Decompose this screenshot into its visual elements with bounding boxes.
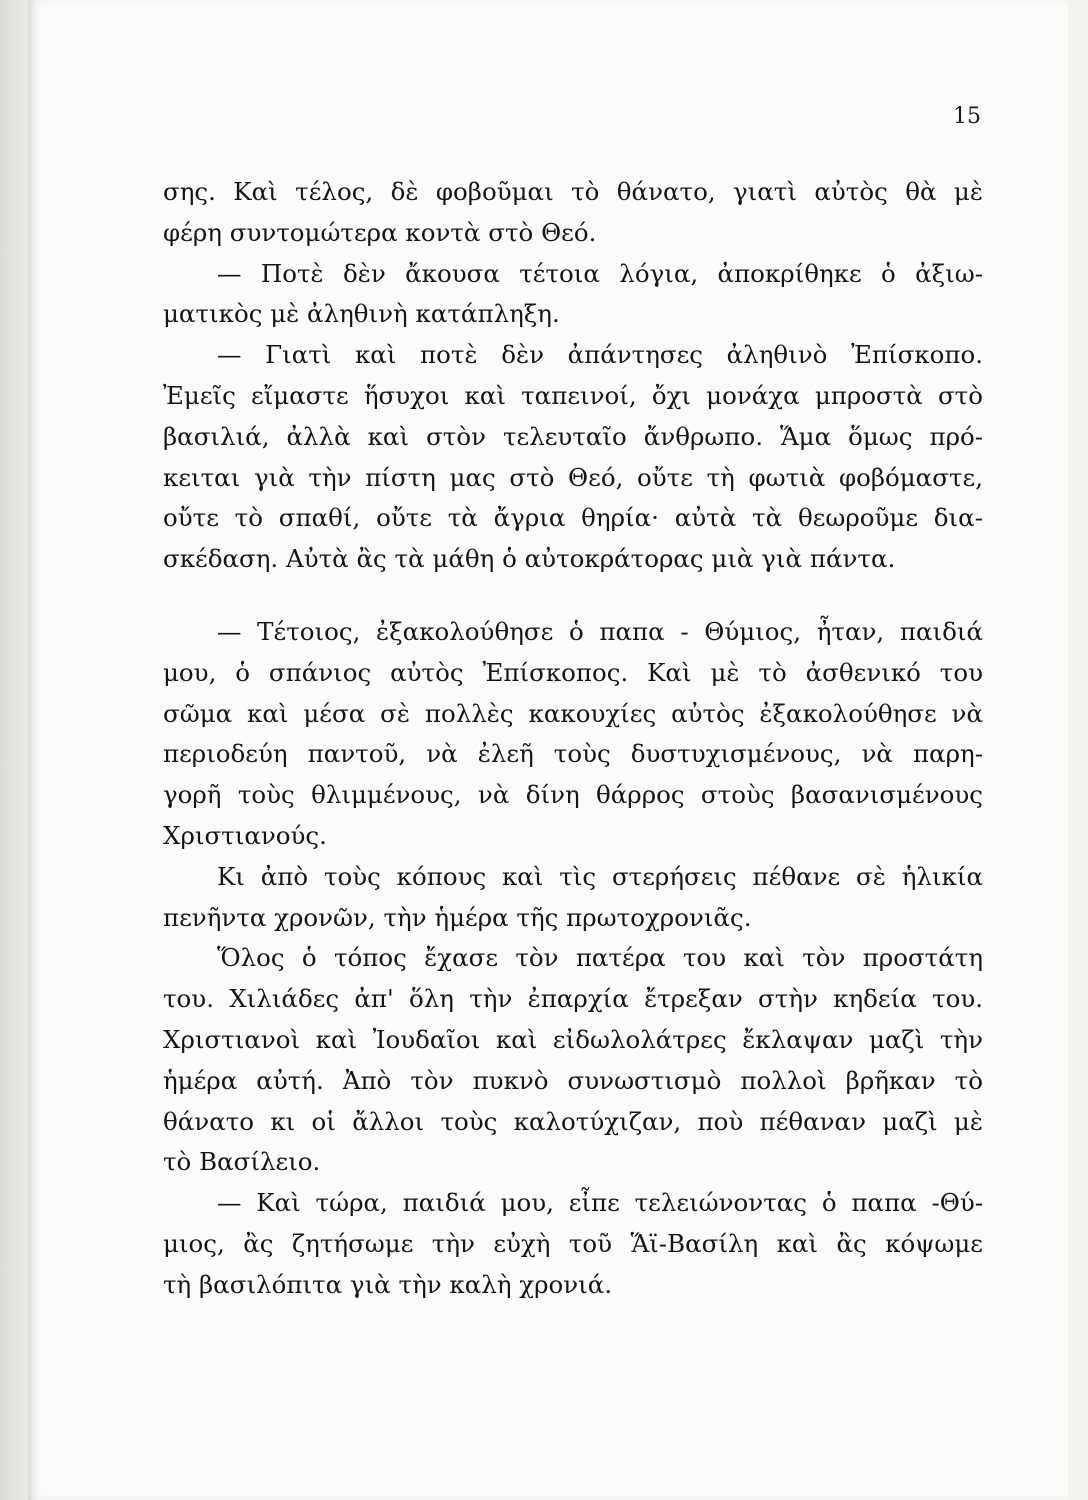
text-line: τὸ Βασίλειο. xyxy=(163,1147,321,1177)
text-line: — Καὶ τώρα, παιδιά μου, εἶπε τελειώνοντας ὁ παπα -Θύ- xyxy=(217,1188,983,1218)
book-page xyxy=(28,0,1068,1500)
scan-left-margin xyxy=(0,0,28,1500)
text-line: γορῆ τοὺς θλιμμένους, νὰ δίνη θάρρος στοὺς βασανισμένους xyxy=(163,780,983,810)
text-line: θάνατο κι οἱ ἄλλοι τοὺς καλοτύχιζαν, ποὺ πέθαναν μαζὶ μὲ xyxy=(163,1106,983,1136)
text-line: μου, ὁ σπάνιος αὐτὸς Ἐπίσκοπος. Καὶ μὲ τὸ ἀσθενικό του xyxy=(163,657,983,687)
text-line: του. Χιλιάδες ἀπ' ὅλη τὴν ἐπαρχία ἔτρεξαν στὴν κηδεία του. xyxy=(163,984,983,1014)
text-line: Κι ἀπὸ τοὺς κόπους καὶ τὶς στερήσεις πέθανε σὲ ἡλικία xyxy=(217,861,983,891)
text-line: σης. Καὶ τέλος, δὲ φοβοῦμαι τὸ θάνατο, γιατὶ αὐτὸς θὰ μὲ xyxy=(163,177,983,206)
text-line: Ἐμεῖς εἴμαστε ἥσυχοι καὶ ταπεινοί, ὄχι μονάχα μπροστὰ στὸ xyxy=(163,380,983,410)
paragraph xyxy=(163,172,983,254)
text-line: Ὅλος ὁ τόπος ἔχασε τὸν πατέρα του καὶ τὸν προστάτη xyxy=(217,943,983,973)
paragraph xyxy=(163,335,983,580)
text-line: ματικὸς μὲ ἀληθινὴ κατάπληξη. xyxy=(163,299,560,329)
paragraph xyxy=(163,938,983,1183)
body-text xyxy=(163,172,983,1306)
text-line: ἡμέρα αὐτή. Ἀπὸ τὸν πυκνὸ συνωστισμὸ πολλοὶ βρῆκαν τὸ xyxy=(163,1065,983,1095)
paragraph xyxy=(163,254,983,336)
text-line: — Τέτοιος, ἐξακολούθησε ὁ παπα - Θύμιος, ἦταν, παιδιά xyxy=(217,616,983,646)
text-line: — Ποτὲ δὲν ἄκουσα τέτοια λόγια, ἀποκρίθηκε ὁ ἀξιω- xyxy=(217,258,983,288)
section-gap xyxy=(163,580,983,612)
paragraph xyxy=(163,857,983,939)
text-line: περιοδεύη παντοῦ, νὰ ἐλεῆ τοὺς δυστυχισμένους, νὰ παρη- xyxy=(163,739,983,769)
text-line: οὔτε τὸ σπαθί, οὔτε τὰ ἄγρια θηρία· αὐτὰ τὰ θεωροῦμε δια- xyxy=(163,503,983,533)
text-line: κειται γιὰ τὴν πίστη μας στὸ Θεό, οὔτε τὴ φωτιὰ φοβόμαστε, xyxy=(163,462,983,492)
page-number: 15 xyxy=(953,104,981,129)
text-line: σῶμα καὶ μέσα σὲ πολλὲς κακουχίες αὐτὸς ἐξακολούθησε νὰ xyxy=(163,698,983,728)
text-line: φέρη συντομώτερα κοντὰ στὸ Θεό. xyxy=(163,217,597,247)
text-line: πενῆντα χρονῶν, τὴν ἡμέρα τῆς πρωτοχρονιᾶς. xyxy=(163,902,752,932)
text-line: — Γιατὶ καὶ ποτὲ δὲν ἀπάντησες ἀληθινὸ Ἐπίσκοπο. xyxy=(217,340,983,370)
text-line: σκέδαση. Αὐτὰ ἂς τὰ μάθη ὁ αὐτοκράτορας μιὰ γιὰ πάντα. xyxy=(163,544,896,574)
paragraph xyxy=(163,1183,983,1305)
text-line: μιος, ἂς ζητήσωμε τὴν εὐχὴ τοῦ Ἅϊ-Βασίλη καὶ ἂς κόψωμε xyxy=(163,1228,983,1258)
text-line: τὴ βασιλόπιτα γιὰ τὴν καλὴ χρονιά. xyxy=(163,1269,613,1299)
text-line: Χριστιανούς. xyxy=(163,820,327,850)
text-line: βασιλιά, ἀλλὰ καὶ στὸν τελευταῖο ἄνθρωπο. Ἅμα ὅμως πρό- xyxy=(163,421,983,451)
paragraph xyxy=(163,612,983,857)
text-line: Χριστιανοὶ καὶ Ἰουδαῖοι καὶ εἰδωλολάτρες ἔκλαψαν μαζὶ τὴν xyxy=(163,1024,983,1054)
